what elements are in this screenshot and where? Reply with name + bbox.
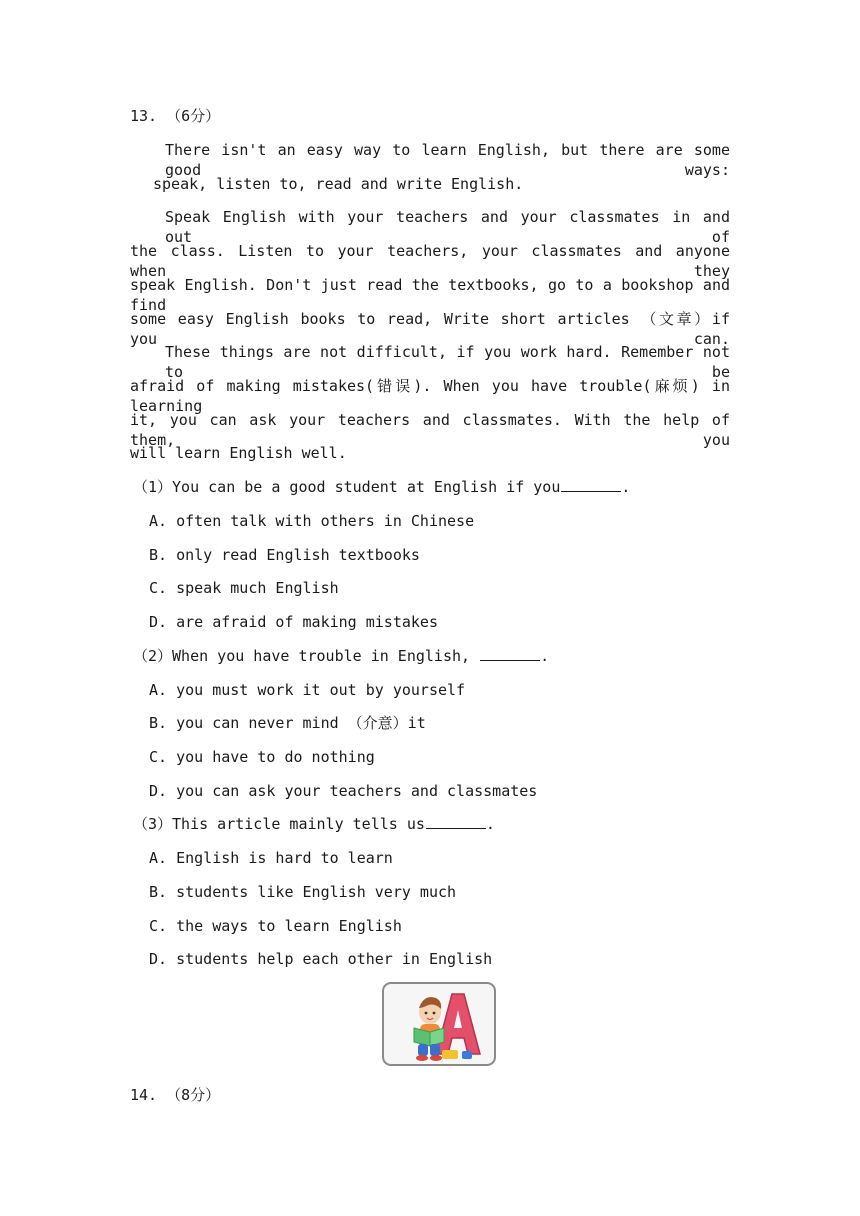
question-2-text: （2）When you have trouble in English, — [133, 647, 480, 665]
question-1-text: （1）You can be a good student at English if you — [133, 478, 561, 496]
question-3-stem — [133, 814, 495, 834]
passage-line: speak English. Don't just read the textbooks, go to a bookshop and find — [130, 276, 730, 314]
question-1-option-c[interactable]: C. speak much English — [149, 579, 339, 597]
question-1-option-b[interactable]: B. only read English textbooks — [149, 546, 420, 564]
question-3-end: . — [485, 815, 495, 833]
answer-blank[interactable] — [426, 814, 486, 829]
passage-line: some easy English books to read, Write short articles （文章）if you can. — [130, 310, 730, 348]
passage-line: These things are not difficult, if you work hard. Remember not to be — [165, 343, 730, 381]
question-2-end: . — [540, 647, 550, 665]
q14-header: 14. （8分） — [130, 1086, 221, 1104]
boy-reading-with-letter-a-icon — [382, 982, 496, 1066]
question-2-option-c[interactable]: C. you have to do nothing — [149, 748, 375, 766]
question-2-stem — [133, 646, 549, 666]
passage-line: it, you can ask your teachers and classmates. With the help of them, you — [130, 411, 730, 449]
question-3-option-b[interactable]: B. students like English very much — [149, 883, 457, 901]
question-2-option-d[interactable]: D. you can ask your teachers and classmates — [149, 782, 538, 800]
question-3-option-a[interactable]: A. English is hard to learn — [149, 849, 393, 867]
passage-line: There isn't an easy way to learn English, but there are some good ways: — [165, 141, 730, 179]
passage-line: Speak English with your teachers and your classmates in and out of — [165, 208, 730, 246]
passage-line: speak, listen to, read and write English. — [153, 175, 524, 193]
answer-blank[interactable] — [480, 646, 540, 661]
question-1-stem — [133, 477, 630, 497]
question-1-option-a[interactable]: A. often talk with others in Chinese — [149, 512, 475, 530]
passage-line: the class. Listen to your teachers, your classmates and anyone when they — [130, 242, 730, 280]
question-2-option-a[interactable]: A. you must work it out by yourself — [149, 681, 466, 699]
passage-line: will learn English well. — [130, 444, 347, 462]
question-1-option-d[interactable]: D. are afraid of making mistakes — [149, 613, 438, 631]
passage-line: afraid of making mistakes(错误). When you have trouble(麻烦) in learning — [130, 377, 730, 415]
question-2-option-b[interactable]: B. you can never mind （介意）it — [149, 714, 426, 732]
question-3-option-d[interactable]: D. students help each other in English — [149, 950, 493, 968]
question-3-text: （3）This article mainly tells us — [133, 815, 425, 833]
question-1-end: . — [621, 478, 631, 496]
answer-blank[interactable] — [561, 477, 621, 492]
q13-header: 13. （6分） — [130, 107, 221, 125]
question-3-option-c[interactable]: C. the ways to learn English — [149, 917, 402, 935]
